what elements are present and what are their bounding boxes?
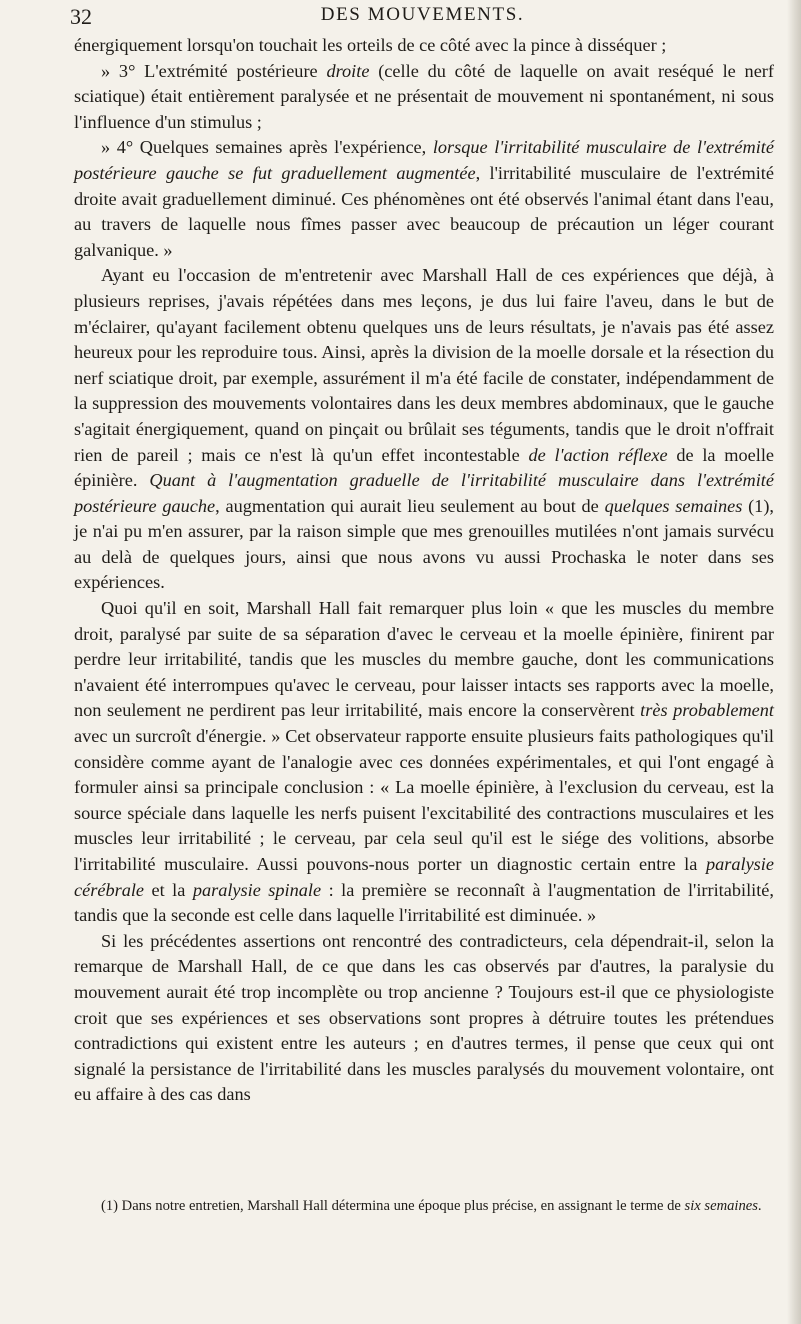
page-header [70,4,775,32]
italic-text: très probablement [640,700,774,721]
page-edge-shadow [787,0,801,1324]
italic-text: Quant à l'augmentation graduelle de l'irritabilité musculaire dans l'extrémité postérieure gauche [74,470,775,516]
page-number: 32 [70,4,92,29]
italic-text: quelques semaines [604,495,743,516]
paragraph: » 4° Quelques semaines après l'expérience, lorsque l'irritabilité musculaire de l'extrémité postérieure gauche se fut graduellement augmentée, l'irritabilité musculaire de l'extrémité droite avait graduellement diminué. Ces phénomènes ont été observés l'animal étant dans l'eau, au travers de laquelle nous fîmes passer avec beaucoup de précaution un léger courant galvanique. » [74,137,774,260]
footnote: (1) Dans notre entretien, Marshall Hall détermina une époque plus précise, en assignant le terme de six semaines. [101,1198,762,1214]
paragraph: Si les précédentes assertions ont rencontré des contradicteurs, cela dépendrait-il, selon la remarque de Marshall Hall, de ce que dans les cas observés par d'autres, la paralysie du mouvement aurait été trop incomplète ou trop ancienne ? Toujours est-il que ce physiologiste croit que ses expériences et ses observations sont propres à détruire toutes les prétendues contradictions qui existent entre les auteurs ; en d'autres termes, il pense que ceux qui ont signalé la persistance de l'irritabilité dans les muscles paralysés du mouvement volontaire, ont eu affaire à des cas dans [74,930,774,1105]
running-head: DES MOUVEMENTS. [320,4,525,25]
body-text [74,33,774,1108]
footnotes [74,1196,774,1216]
paragraph: énergiquement lorsqu'on touchait les orteils de ce côté avec la pince à disséquer ; [74,35,667,55]
paragraph: » 3° L'extrémité postérieure droite (celle du côté de laquelle on avait reséqué le nerf sciatique) était entièrement paralysée et ne présentait de mouvement ni spontanément, ni sous l'influence d'un stimulus ; [74,60,774,132]
italic-text: six semaines [684,1198,758,1214]
italic-text: droite [326,60,370,81]
italic-text: paralysie spinale [192,879,322,900]
italic-text: paralysie cérébrale [74,854,774,900]
italic-text: lorsque l'irritabilité musculaire de l'extrémité postérieure gauche se fut graduellement augmentée [74,137,774,183]
paragraph: Quoi qu'il en soit, Marshall Hall fait remarquer plus loin « que les muscles du membre droit, paralysé par suite de sa séparation d'avec le cerveau et la moelle épinière, finirent par perdre leur irritabilité, tandis que les muscles du membre gauche, dont les communications n'avaient été interrompues qu'avec le cerveau, pour laisser intacts ses rapports avec la moelle, non seulement ne perdirent pas leur irritabilité, mais encore la conservèrent très probablement avec un surcroît d'énergie. » Cet observateur rapporte ensuite plusieurs faits pathologiques qu'il considère comme ayant de l'analogie avec ces données expérimentales, et qui l'ont engagé à formuler ainsi sa principale conclusion : « La moelle épinière, à l'exclusion du cerveau, est la source spéciale dans laquelle les nerfs puisent l'excitabilité des contractions musculaires et les muscles leur irritabilité ; le cerveau, par cela seul qu'il est le siége des volitions, absorbe l'irritabilité musculaire. Aussi pouvons-nous porter un diagnostic certain entre la paralysie cérébrale et la paralysie spinale : la première se reconnaît à l'augmentation de l'irritabilité, tandis que la seconde est celle dans laquelle l'irritabilité est diminuée. » [74,598,774,926]
italic-text: de l'action réflexe [528,444,668,465]
paragraph: Ayant eu l'occasion de m'entretenir avec Marshall Hall de ces expériences que déjà, à plusieurs reprises, j'avais répétées dans mes leçons, je dus lui faire l'aveu, dans le but de m'éclairer, qu'ayant facilement obtenu quelques uns de leurs résultats, je n'avais pas été assez heureux pour les reproduire tous. Ainsi, après la division de la moelle dorsale et la résection du nerf sciatique droit, par exemple, assurément il m'a été facile de constater, indépendamment de la suppression des mouvements volontaires dans les deux membres abdominaux, que le gauche s'agitait énergiquement, quand on pinçait ou brûlait ses téguments, tandis que le droit n'offrait rien de pareil ; mais ce n'est là qu'un effet incontestable de l'action réflexe de la moelle épinière. Quant à l'augmentation graduelle de l'irritabilité musculaire dans l'extrémité postérieure gauche, augmentation qui aurait lieu seulement au bout de quelques semaines (1), je n'ai pu m'en assurer, par la raison simple que mes grenouilles mutilées n'ont jamais survécu au delà de quelques jours, ainsi que nous avons vu aussi Prochaska le noter dans ses expériences. [74,265,775,593]
